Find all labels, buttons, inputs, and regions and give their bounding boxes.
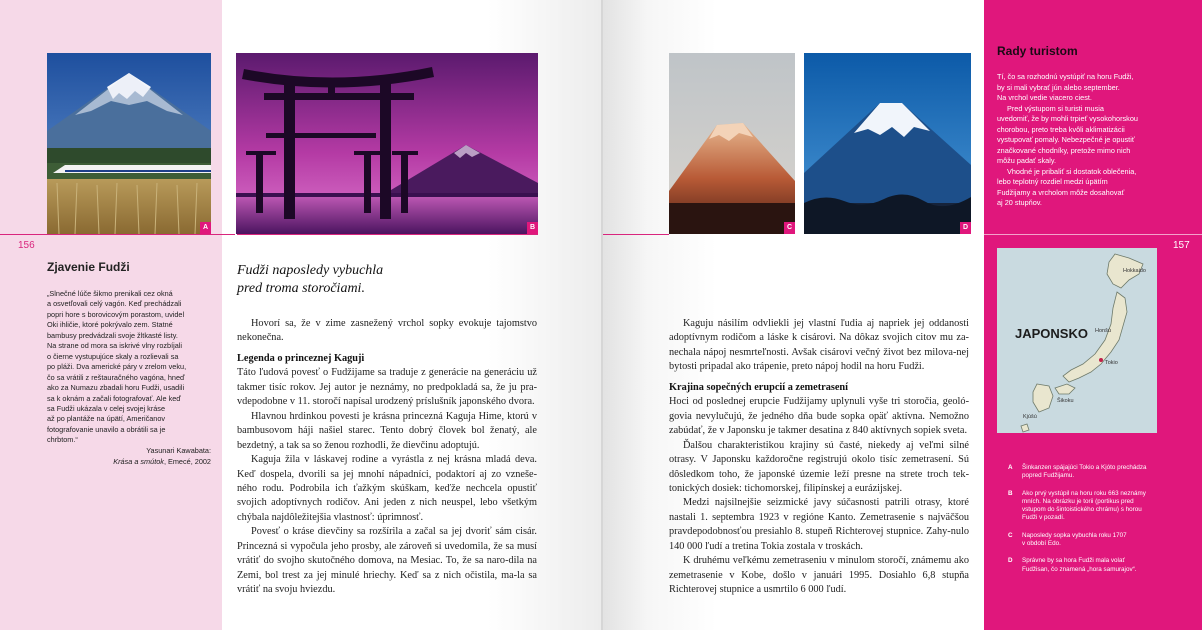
right-rule (984, 234, 1202, 235)
intro-paragraph: Hovorí sa, že v zime zasnežený vrchol sopky evokuje tajomstvo nekonečna. (237, 318, 537, 344)
map-label-kjusu: Kjúšú (1023, 414, 1037, 420)
photo-a (47, 53, 211, 234)
subtitle-line: Fudži naposledy vybuchla (237, 263, 384, 278)
attribution-book-title: Krása a smútok (113, 456, 164, 466)
legend-heading: Legenda o princeznej Kaguji (237, 352, 365, 364)
caption-letter: D (1008, 557, 1013, 565)
quote-line: „Slnečné lúče šikmo prenikali cez okná (47, 289, 173, 298)
quote-line: sa Fudži ukázala v celej svojej kráse (47, 403, 166, 413)
photo-a-tag: A (200, 222, 211, 234)
legend-paragraph-4: Povesť o kráse dievčiny sa rozšírila a začal sa jej dvoriť sám cisár. Princezná si vypočula jeho prosby, ale zároveň si uvedomila, že sa musí vrátiť do svojho skutočného domova, na Mesiac. To, že sa naro-dila na Zemi, bol trest za jej minulé hriechy. Keď sa z nich očistila, ma-la sa vrátiť na svoju hviezdu. (237, 526, 538, 596)
volcano-heading: Krajina sopečných erupcií a zemetrasení (669, 381, 849, 393)
attribution-publisher: , Emecé, 2002 (163, 456, 211, 466)
volcano-paragraph-4: K druhému veľkému zemetraseniu v minulom storočí, známemu ako zemetrasenie v Kobe, došlo v januári 1995. Dosiahlo 6,8 stupňa Richterovej stupnice a usmrtilo 6 000 ľudí. (669, 555, 969, 596)
tokyo-marker (1099, 358, 1103, 362)
quote-line: o čierne vystupujúce skaly a rozlievali sa (47, 351, 179, 361)
quote-line: popri hore s borovicovým porastom, uvidel (47, 309, 185, 319)
quote-line: až po plantáže na úpätí, Američanov (47, 414, 166, 424)
photo-b-tag: B (527, 222, 538, 234)
body-column-right (669, 317, 969, 598)
photo-c-tag: C (784, 222, 795, 234)
rule-b (237, 234, 538, 235)
photo-b (236, 53, 538, 234)
photo-d (804, 53, 971, 234)
caption-letter: B (1008, 489, 1013, 497)
quote-attribution (47, 446, 211, 467)
photo-captions (1008, 464, 1168, 583)
legend-paragraph-1: Táto ľudová povesť o Fudžijame sa traduje z generácie na generáciu už takmer tisíc rokov. Jej autor je neznámy, no predpokladá sa, že ju pra-vdepodobne v 11. storočí napísal urodzený príslušník japonského dvora. (237, 367, 537, 408)
tourist-tips (997, 72, 1157, 209)
photo-d-tag: D (960, 222, 971, 234)
attribution-author: Yasunari Kawabata: (146, 446, 211, 455)
map-title: JAPONSKO (1015, 326, 1088, 341)
quote-line: chrbtom.“ (47, 435, 78, 445)
caption-letter: C (1008, 531, 1013, 539)
map-label-tokio: Tokio (1105, 360, 1118, 366)
quote-line: bambusy predvádzali svoje žltkasté listy. (47, 330, 178, 340)
caption-d: D Správne by sa hora Fudži mala volať Fudžisan, čo znamená „hora samurajov“. (1008, 557, 1137, 573)
tips-paragraph-2: Pred výstupom si turisti musia uvedomiť, že by mohli trpieť vysokohorskou chorobou, preto treba kvôli aklimatizácii vystupovať pomaly. Nebezpečné je opustiť značkované chodníky, pretože mimo nich môžu padať skaly. (997, 103, 1138, 165)
attribution-source (47, 457, 211, 468)
tips-paragraph-1: Tí, čo sa rozhodnú vystúpiť na horu Fudži, by si mali vybrať jún alebo september. Na vrchol vedie viacero ciest. (997, 72, 1134, 102)
legend-paragraph-3: Kaguja žila v láskavej rodine a vyrástla z nej krásna mladá deva. Keď dospela, dvorili sa jej mnohí nápadníci, podaktorí aj zo vzneše-ného rodu. Podrobila ich ťažkým skúškam, keďže nechcela opustiť svojich adoptívnych rodičov. Ani jeden z nich neuspel, lebo všetkým chýbala najdôležitejšia vlastnosť: úprimnosť. (237, 454, 537, 523)
legend-paragraph-2: Hlavnou hrdinkou povesti je krásna princezná Kaguja Hime, ktorú v bambusovom háji našiel starec. Tento dobrý človek bol ženatý, ale bezdetný, a tak sa so ženou rozhodli, že dievčinu adoptujú. (237, 410, 537, 451)
article-subtitle (237, 262, 537, 298)
sidebar-quote (47, 289, 211, 446)
subtitle-line: pred troma storočiami. (237, 281, 365, 296)
map-label-honsu: Honšú (1095, 328, 1111, 334)
rule-c-left (603, 234, 669, 235)
kaguja-paragraph: Kaguju násilím odvliekli jej vlastní ľudia aj napriek jej oddanosti adoptívnym rodičom a láske k cisárovi. Na dôkaz svojich citov mu za-nechala nápoj nesmrteľnosti. Avšak cisárovi večný život bez milova-nej bytosti pripadal ako trápenie, preto nápoj hodil na horu Fudži. (669, 318, 969, 373)
quote-line: po pláži. Dva americké páry v zrelom veku, (47, 362, 187, 372)
left-rule (0, 234, 235, 235)
sidebar-heading-left: Zjavenie Fudži (47, 260, 130, 274)
quote-line: Oki ihličie, ktoré pokrývalo zem. Statné (47, 320, 173, 330)
volcano-paragraph-1: Hoci od poslednej erupcie Fudžijamy uplynuli vyše tri storočia, geoló-govia nevylučujú, že jedného dňa bude sopka opäť aktívna. Nemožno zabúdať, že v Japonsku je takmer desatina z 840 aktívnych sopiek sveta. (669, 396, 969, 437)
quote-line: sa k oknám a začali fotografovať. Ale keď (47, 393, 181, 403)
map-label-sikoku: Šikoku (1057, 398, 1074, 404)
book-spine (601, 0, 603, 630)
quote-line: Na strane od mora sa iskrivé vlny rozbíjali (47, 341, 183, 351)
quote-line: čo sa vrátili z reštauračného vagóna, hneď (47, 372, 185, 382)
caption-b: B Ako prvý vystúpil na horu roku 663 neznámy mních. Na obrázku je torii (portikus pred vstupom do šintoistického chrámu) s horou Fudži v pozadí. (1008, 489, 1146, 522)
volcano-paragraph-2: Ďalšou charakteristikou krajiny sú časté, niekedy aj veľmi silné otrasy. V Japonsku každoročne registrujú okolo tisíc zemetrasení. Sú dôsledkom toho, že japonské územie leží presne na strete troch tek-tonických dosiek: tichomorskej, filipínskej a eurázijskej. (669, 439, 969, 494)
page-number-right: 157 (1173, 240, 1190, 251)
tips-paragraph-3: Vhodné je pribaliť si dostatok oblečenia, lebo teplotný rozdiel medzi úpätím Fudžijamy a vrcholom môže dosahovať aj 20 stupňov. (997, 166, 1137, 207)
caption-a: A Šinkanzen spájajúci Tokio a Kjóto prechádza popred Fudžijamu. (1008, 464, 1147, 480)
caption-letter: A (1008, 464, 1013, 471)
japan-map (997, 248, 1157, 433)
caption-c: C Naposledy sopka vybuchla roku 1707 v období Edo. (1008, 531, 1127, 548)
quote-line: a osvetľovali celý vagón. Keď prechádzali (47, 299, 182, 309)
photo-c (669, 53, 795, 234)
body-column-left (237, 317, 537, 598)
page-number-left: 156 (18, 240, 35, 251)
volcano-paragraph-3: Medzi najsilnejšie seizmické javy súčasnosti patrili otrasy, ktoré nastali 1. septembra 1923 v regióne Kanto. Zemetrasenie s najväčšou pravdepodobnosťou presiahlo 8. stupeň Richterovej stupnice. Zahy-nulo 140 000 ľudí a tretina Tokia zostala v troskách. (669, 497, 969, 552)
map-label-hokkaido: Hokkaido (1123, 268, 1146, 274)
japan-map-graphic (997, 248, 1157, 433)
sidebar-heading-right: Rady turistom (997, 44, 1078, 58)
quote-line: ako za Numazu zbadali horu Fudži, usadili (47, 383, 185, 393)
quote-line: fotografovanie unavilo a obrátili sa je (47, 424, 166, 434)
